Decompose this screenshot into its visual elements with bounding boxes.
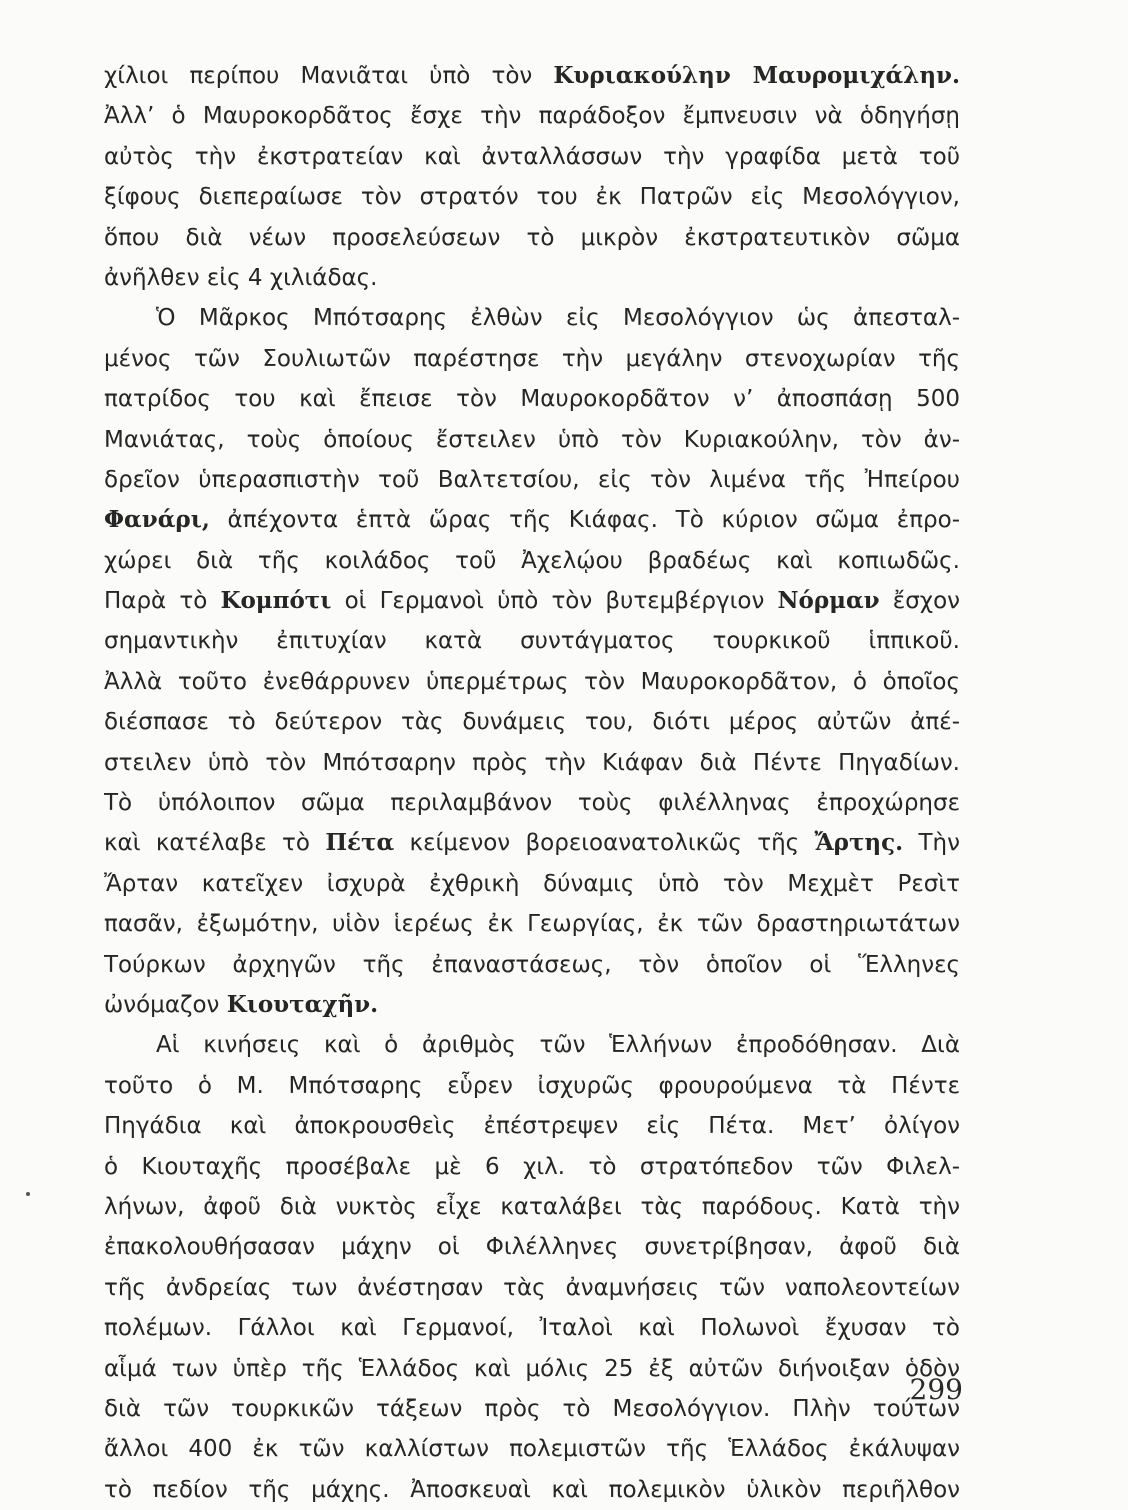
text-line — [104, 864, 960, 904]
text-run: ἀπέχοντα ἑπτὰ ὥρας τῆς Κιάφας. Τὸ κύριον σῶμα ἐπρο- — [209, 507, 960, 534]
text-run: μένος τῶν Σουλιωτῶν παρέστησε τὴν μεγάλην στενοχωρίαν τῆς — [104, 345, 960, 372]
text-line — [104, 621, 960, 661]
text-line — [104, 420, 960, 460]
bold-name: Κιουταχῆν. — [226, 990, 379, 1018]
text-run: Παρὰ τὸ — [104, 588, 221, 615]
text-run: Μανιάτας, τοὺς ὁποίους ἔστειλεν ὑπὸ τὸν Κυριακούλην, τὸν ἀν- — [104, 426, 960, 453]
text-run: ξίφους διεπεραίωσε τὸν στρατόν του ἐκ Πατρῶν εἰς Μεσολόγγιον, — [104, 184, 960, 211]
text-line — [104, 1066, 960, 1106]
text-line — [104, 1025, 960, 1065]
text-run: Τὴν — [903, 830, 960, 857]
text-line — [104, 985, 960, 1025]
text-line — [104, 1147, 960, 1187]
text-run: στειλεν ὑπὸ τὸν Μπότσαρην πρὸς τὴν Κιάφαν διὰ Πέντε Πηγαδίων. — [104, 749, 960, 776]
text-line — [104, 96, 960, 136]
text-line — [104, 662, 960, 702]
text-line — [104, 1349, 960, 1389]
text-run: χώρει διὰ τῆς κοιλάδος τοῦ Ἀχελῴου βραδέως καὶ κοπιωδῶς. — [104, 547, 960, 574]
bold-name: Νόρμαν — [777, 587, 880, 615]
text-line — [104, 1187, 960, 1227]
text-line — [104, 581, 960, 621]
text-run: τὸ πεδίον τῆς μάχης. Ἀποσκευαὶ καὶ πολεμικὸν ὑλικὸν περιῆλθον — [104, 1476, 960, 1503]
text-line — [104, 1389, 960, 1429]
text-line — [104, 1308, 960, 1348]
page-number: 299 — [909, 1373, 963, 1406]
text-run: Ἀλλὰ τοῦτο ἐνεθάρρυνεν ὑπερμέτρως τὸν Μαυροκορδᾶτον, ὁ ὁποῖος — [104, 668, 960, 695]
text-run: πασᾶν, ἐξωμότην, υἱὸν ἱερέως ἐκ Γεωργίας, ἐκ τῶν δραστηριωτάτων — [104, 911, 960, 938]
text-run: οἱ Γερμανοὶ ὑπὸ τὸν βυτεμβέργιον — [331, 588, 778, 615]
text-line — [104, 702, 960, 742]
text-line — [104, 1470, 960, 1510]
text-line — [104, 137, 960, 177]
text-run: Ὁ Μᾶρκος Μπότσαρης ἐλθὼν εἰς Μεσολόγγιον ὡς ἀπεσταλ- — [156, 305, 960, 332]
text-run: καὶ κατέλαβε τὸ — [104, 830, 326, 857]
text-line — [104, 218, 960, 258]
text-run: πολέμων. Γάλλοι καὶ Γερμανοί, Ἰταλοὶ καὶ Πολωνοὶ ἔχυσαν τὸ — [104, 1315, 960, 1342]
text-run: Πηγάδια καὶ ἀποκρουσθεὶς ἐπέστρεψεν εἰς Πέτα. Μετ’ ὀλίγον — [104, 1113, 960, 1140]
bold-name: Ἄρτης. — [814, 829, 904, 857]
text-line — [104, 1227, 960, 1267]
text-line — [104, 258, 960, 298]
text-run: χίλιοι περίπου Μανιᾶται ὑπὸ τὸν — [104, 63, 554, 89]
bold-name: Κομπότι — [220, 587, 332, 615]
text-run: Ἄρταν κατεῖχεν ἰσχυρὰ ἐχθρικὴ δύναμις ὑπὸ τὸν Μεχμὲτ Ρεσὶτ — [104, 870, 960, 897]
body-text — [104, 56, 960, 1510]
text-run: Αἱ κινήσεις καὶ ὁ ἀριθμὸς τῶν Ἑλλήνων ἐπροδόθησαν. Διὰ — [156, 1032, 960, 1059]
text-run: τοῦτο ὁ Μ. Μπότσαρης εὗρεν ἰσχυρῶς φρουρούμενα τὰ Πέντε — [104, 1072, 960, 1099]
text-run: κείμενον βορειοανατολικῶς τῆς — [394, 830, 815, 857]
text-line — [104, 1268, 960, 1308]
text-run: Τούρκων ἀρχηγῶν τῆς ἐπαναστάσεως, τὸν ὁποῖον οἱ Ἕλληνες — [104, 951, 960, 978]
text-run: δρεῖον ὑπερασπιστὴν τοῦ Βαλτετσίου, εἰς τὸν λιμένα τῆς Ἠπείρου — [104, 466, 960, 493]
text-run: τῆς ἀνδρείας των ἀνέστησαν τὰς ἀναμνήσεις τῶν ναπολεοντείων — [104, 1274, 960, 1301]
text-line — [104, 904, 960, 944]
scan-speck — [26, 1192, 30, 1196]
bold-name: Φανάρι, — [104, 506, 210, 534]
text-line — [104, 298, 960, 338]
text-run: ἄλλοι 400 ἐκ τῶν καλλίστων πολεμιστῶν τῆς Ἑλλάδος ἐκάλυψαν — [104, 1436, 960, 1463]
bold-name: Πέτα — [325, 829, 395, 857]
text-line — [104, 1106, 960, 1146]
text-run: σημαντικὴν ἐπιτυχίαν κατὰ συντάγματος τουρκικοῦ ἱππικοῦ. — [104, 628, 960, 655]
text-line — [104, 541, 960, 581]
text-run: πατρίδος του καὶ ἔπεισε τὸν Μαυροκορδᾶτον ν’ ἀποσπάσῃ 500 — [104, 386, 960, 413]
text-line — [104, 500, 960, 540]
text-run: αἷμά των ὑπὲρ τῆς Ἑλλάδος καὶ μόλις 25 ἐξ αὐτῶν διήνοιξαν ὁδὸν — [104, 1355, 960, 1382]
text-line — [104, 783, 960, 823]
text-line — [104, 460, 960, 500]
text-run: λήνων, ἀφοῦ διὰ νυκτὸς εἶχε καταλάβει τὰς παρόδους. Κατὰ τὴν — [104, 1193, 960, 1220]
text-line — [104, 177, 960, 217]
text-run: ἐπακολουθήσασαν μάχην οἱ Φιλέλληνες συνετρίβησαν, ἀφοῦ διὰ — [104, 1234, 960, 1261]
text-line — [104, 945, 960, 985]
text-run: ἀνῆλθεν εἰς 4 χιλιάδας. — [104, 264, 378, 291]
text-run: ὠνόμαζον — [104, 991, 227, 1018]
text-run: Τὸ ὑπόλοιπον σῶμα περιλαμβάνον τοὺς φιλέλληνας ἐπροχώρησε — [104, 790, 960, 817]
text-run: διὰ τῶν τουρκικῶν τάξεων πρὸς τὸ Μεσολόγγιον. Πλὴν τούτων — [104, 1395, 960, 1422]
text-line — [104, 1429, 960, 1469]
bold-name: Κυριακούλην Μαυρομιχάλην. — [553, 62, 960, 89]
text-line — [104, 339, 960, 379]
text-run: αὐτὸς τὴν ἐκστρατείαν καὶ ἀνταλλάσσων τὴν γραφίδα μετὰ τοῦ — [104, 143, 960, 170]
text-line — [104, 379, 960, 419]
text-line — [104, 743, 960, 783]
text-run: Ἀλλ’ ὁ Μαυροκορδᾶτος ἔσχε τὴν παράδοξον ἔμπνευσιν νὰ ὁδηγήσῃ — [104, 103, 960, 130]
text-line — [104, 56, 960, 96]
text-run: ὁ Κιουταχῆς προσέβαλε μὲ 6 χιλ. τὸ στρατόπεδον τῶν Φιλελ- — [104, 1153, 960, 1180]
text-run: ἔσχον — [879, 588, 960, 615]
text-line — [104, 823, 960, 863]
text-run: διέσπασε τὸ δεύτερον τὰς δυνάμεις του, διότι μέρος αὐτῶν ἀπέ- — [104, 709, 960, 736]
text-run: ὅπου διὰ νέων προσελεύσεων τὸ μικρὸν ἐκστρατευτικὸν σῶμα — [104, 224, 960, 251]
